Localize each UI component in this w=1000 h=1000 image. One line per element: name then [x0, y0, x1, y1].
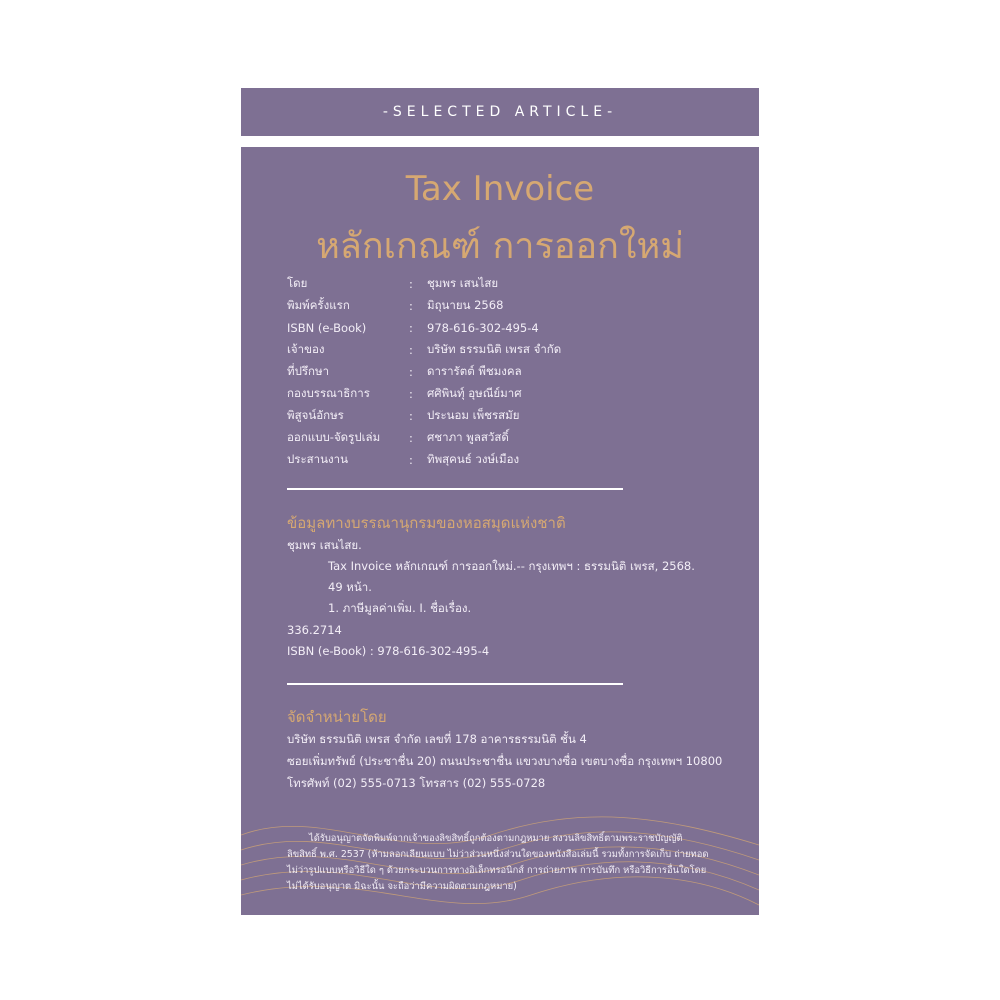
credit-value: ศชาภา พูลสวัสดิ์ — [427, 430, 509, 444]
credit-row — [287, 339, 727, 361]
divider — [287, 488, 623, 490]
catalog-isbn: ISBN (e-Book) : 978-616-302-495-4 — [287, 644, 490, 658]
credit-row — [287, 405, 727, 427]
catalog-author: ชุมพร เสนไสย. — [287, 538, 362, 552]
credit-value: ทิพสุคนธ์ วงษ์เมือง — [427, 452, 520, 466]
credit-colon: : — [409, 387, 413, 401]
credit-colon: : — [409, 321, 413, 335]
copyright-notice — [287, 831, 711, 895]
credit-colon: : — [409, 343, 413, 357]
credits-list — [287, 273, 727, 471]
credit-label: เจ้าของ — [287, 342, 325, 356]
cataloging-heading: ข้อมูลทางบรรณานุกรมของหอสมุดแห่งชาติ — [287, 514, 566, 532]
credit-label: โดย — [287, 276, 308, 290]
credit-row — [287, 361, 727, 383]
credit-row — [287, 449, 727, 471]
credit-colon: : — [409, 409, 413, 423]
credit-colon: : — [409, 277, 413, 291]
credit-value: ชุมพร เสนไสย — [427, 276, 499, 290]
credit-label: กองบรรณาธิการ — [287, 386, 370, 400]
credit-label: ISBN (e-Book) — [287, 321, 367, 335]
distribution-line: โทรศัพท์ (02) 555-0713 โทรสาร (02) 555-0728 — [287, 776, 546, 790]
book-title-english: Tax Invoice — [405, 169, 595, 209]
credit-label: ที่ปรึกษา — [287, 364, 330, 378]
distribution-heading: จัดจำหน่ายโดย — [287, 708, 387, 726]
book-title-thai: หลักเกณฑ์ การออกใหม่ — [316, 226, 684, 267]
credit-colon: : — [409, 299, 413, 313]
credit-colon: : — [409, 431, 413, 445]
credit-colon: : — [409, 453, 413, 467]
credit-value: ศศิพินทุ์ อุษณีย์มาศ — [427, 386, 522, 400]
credit-colon: : — [409, 365, 413, 379]
credit-value: บริษัท ธรรมนิติ เพรส จำกัด — [427, 342, 562, 356]
distribution-line: ซอยเพิ่มทรัพย์ (ประชาชื่น 20) ถนนประชาชื่น แขวงบางซื่อ เขตบางซื่อ กรุงเทพฯ 10800 — [287, 754, 723, 768]
credit-label: ออกแบบ-จัดรูปเล่ม — [287, 430, 381, 444]
credit-label: ประสานงาน — [287, 452, 348, 466]
catalog-pages: 49 หน้า. — [328, 580, 372, 594]
copyright-page-panel — [241, 147, 759, 915]
catalog-title-line: Tax Invoice หลักเกณฑ์ การออกใหม่.-- กรุงเทพฯ : ธรรมนิติ เพรส, 2568. — [328, 559, 695, 573]
credit-value: มิถุนายน 2568 — [427, 298, 504, 312]
divider — [287, 683, 623, 685]
catalog-class-number: 336.2714 — [287, 623, 342, 637]
credit-row — [287, 427, 727, 449]
credit-label: พิมพ์ครั้งแรก — [287, 298, 350, 312]
credit-value: ดารารัตต์ พืชมงคล — [427, 364, 522, 378]
credit-row — [287, 273, 727, 295]
selected-article-banner — [241, 88, 759, 136]
credit-value: ประนอม เพ็ชรสมัย — [427, 408, 520, 422]
credit-label: พิสูจน์อักษร — [287, 408, 344, 422]
credit-value: 978-616-302-495-4 — [427, 321, 539, 335]
copyright-notice-text: ได้รับอนุญาตจัดพิมพ์จากเจ้าของลิขสิทธิ์ถูกต้องตามกฎหมาย สงวนลิขสิทธิ์ตามพระราชบัญญัติลิขสิทธิ์ พ.ศ. 2537 (ห้ามลอกเลียนแบบ ไม่ว่าส่วนหนึ่งส่วนใดของหนังสือเล่มนี้ รวมทั้งการจัดเก็บ ถ่ายทอด ไม่ว่ารูปแบบหรือวิธีใด ๆ ด้วยกระบวนการทางอิเล็กทรอนิกส์ การถ่ายภาพ การบันทึก หรือวิธีการอื่นใดโดยไม่ได้รับอนุญาต มิฉะนั้น จะถือว่ามีความผิดตามกฎหมาย) — [287, 833, 709, 892]
credit-row — [287, 383, 727, 405]
distribution-line: บริษัท ธรรมนิติ เพรส จำกัด เลขที่ 178 อาคารธรรมนิติ ชั้น 4 — [287, 732, 587, 746]
banner-label: -SELECTED ARTICLE- — [382, 104, 618, 120]
credit-row — [287, 295, 727, 317]
catalog-subject: 1. ภาษีมูลค่าเพิ่ม. I. ชื่อเรื่อง. — [328, 601, 472, 615]
credit-row — [287, 317, 727, 339]
